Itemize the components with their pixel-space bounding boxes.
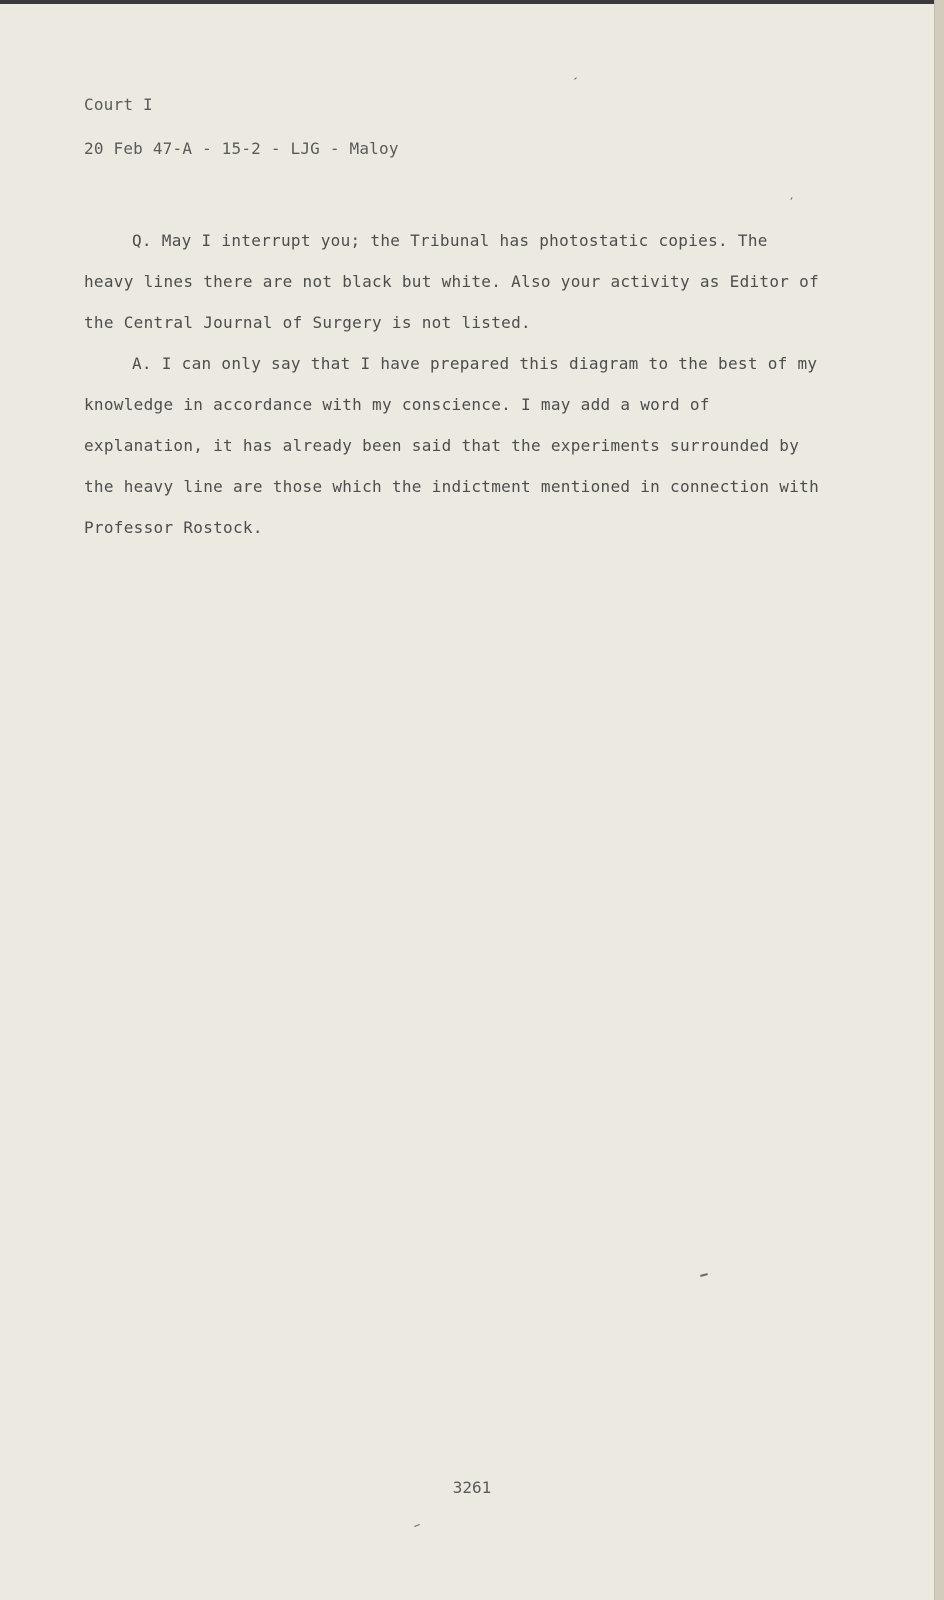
paper-speck xyxy=(790,197,792,200)
document-header xyxy=(84,94,399,182)
paper-speck xyxy=(700,1273,708,1277)
question-paragraph: Q. May I interrupt you; the Tribunal has photostatic copies. The heavy lines there are not black but white. Also your activity as Editor of the Central Journal of Surgery is not listed. xyxy=(84,231,820,332)
page-right-edge xyxy=(934,0,944,1600)
answer-paragraph: A. I can only say that I have prepared this diagram to the best of my knowledge in accordance with my conscience. I may add a word of explanation, it has already been said that the experiments surrounded by the heavy line are those which the indictment mentioned in connection with Professor Rostock. xyxy=(84,354,820,537)
court-label: Court I xyxy=(84,95,153,114)
session-reference: 20 Feb 47-A - 15-2 - LJG - Maloy xyxy=(84,139,399,158)
page-top-edge xyxy=(0,0,944,4)
paper-speck xyxy=(574,77,577,80)
paper-speck xyxy=(414,1524,420,1527)
transcript-body xyxy=(84,220,824,548)
page-number: 3261 xyxy=(452,1478,492,1497)
